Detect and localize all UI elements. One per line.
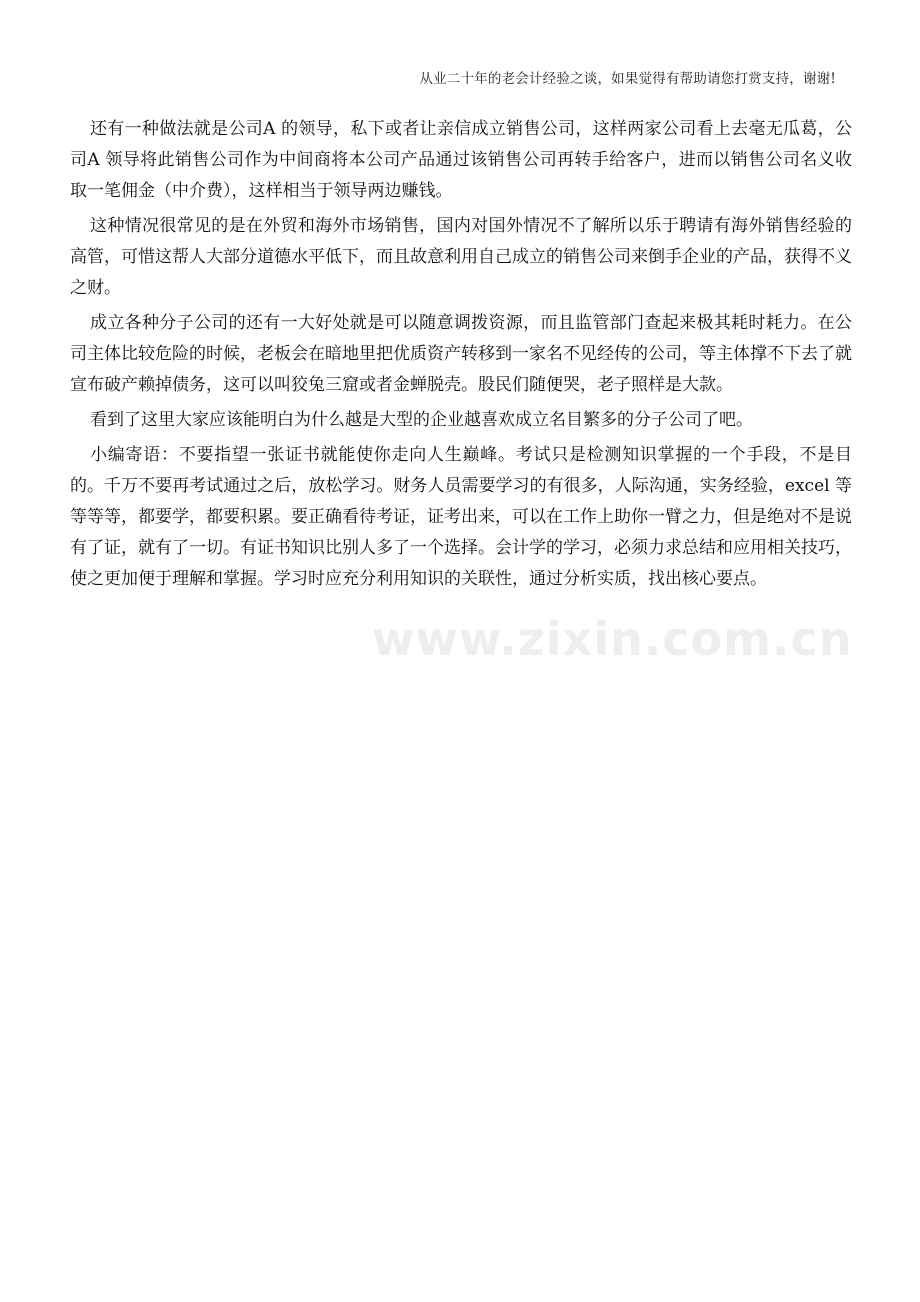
watermark: www.zixin.com.cn	[372, 612, 853, 666]
paragraph-2: 这种情况很常见的是在外贸和海外市场销售，国内对国外情况不了解所以乐于聘请有海外销售经验的高管，可惜这帮人大部分道德水平低下，而且故意利用自己成立的销售公司来倒手企业的产品，获得不义之财。	[70, 216, 852, 298]
page-header-note: 从业二十年的老会计经验之谈，如果觉得有帮助请您打赏支持，谢谢!	[419, 71, 836, 87]
paragraph-1: 还有一种做法就是公司A 的领导，私下或者让亲信成立销售公司，这样两家公司看上去毫无瓜葛，公司A 领导将此销售公司作为中间商将本公司产品通过该销售公司再转手给客户，进而以销售公司名义收取一笔佣金（中介费），这样相当于领导两边赚钱。	[70, 119, 852, 201]
paragraph-3: 成立各种分子公司的还有一大好处就是可以随意调拨资源，而且监管部门查起来极其耗时耗力。在公司主体比较危险的时候，老板会在暗地里把优质资产转移到一家名不见经传的公司，等主体撑不下去了就宣布破产赖掉债务，这可以叫狡兔三窟或者金蝉脱壳。股民们随便哭，老子照样是大款。	[70, 313, 852, 395]
paragraph-4: 看到了这里大家应该能明白为什么越是大型的企业越喜欢成立名目繁多的分子公司了吧。	[90, 410, 753, 430]
article-body	[70, 114, 852, 599]
paragraph-5: 小编寄语：不要指望一张证书就能使你走向人生巅峰。考试只是检测知识掌握的一个手段，不是目的。千万不要再考试通过之后，放松学习。财务人员需要学习的有很多，人际沟通，实务经验，excel 等等等等，都要学，都要积累。要正确看待考证，证考出来，可以在工作上助你一臂之力，但是绝对不是说有了证，就有了一切。有证书知识比别人多了一个选择。会计学的学习，必须力求总结和应用相关技巧，使之更加便于理解和掌握。学习时应充分利用知识的关联性，通过分析实质，找出核心要点。	[70, 445, 852, 589]
